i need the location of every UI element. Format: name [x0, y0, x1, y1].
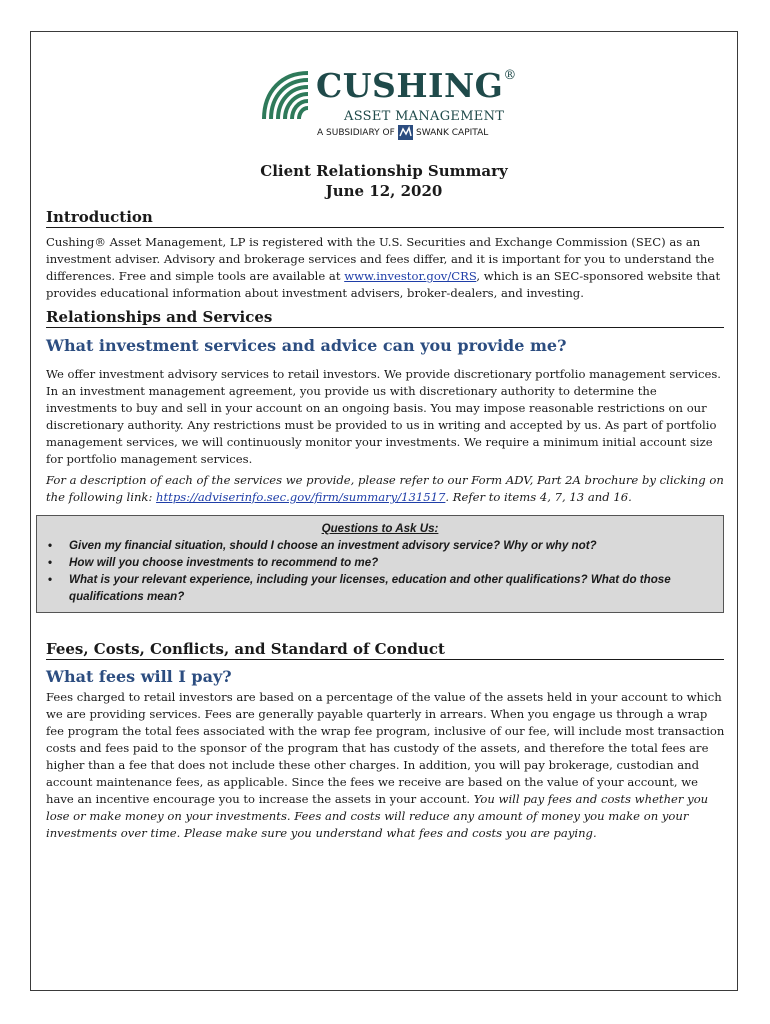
- introduction-heading: Introduction: [46, 208, 724, 228]
- logo-brand-name: CUSHING®: [316, 66, 517, 105]
- fees-question-heading: What fees will I pay?: [46, 667, 232, 686]
- question-item: • Given my financial situation, should I choose an investment advisory service? Why or why not?: [48, 539, 597, 552]
- relationships-heading: Relationships and Services: [46, 308, 724, 328]
- logo-tagline: ASSET MANAGEMENT: [344, 109, 505, 124]
- bullet-icon: •: [48, 573, 53, 586]
- cushing-wave-logo-icon: [262, 71, 310, 121]
- bullet-icon: •: [48, 556, 53, 569]
- fees-italic-note: You will pay fees and costs whether you lose or make money on your investments. Fees and costs will reduce any amount of money you make on your investments over time. Please make sure you understand what fees and costs you are paying.: [46, 792, 709, 840]
- questions-list: [37, 537, 723, 605]
- services-question-heading: What investment services and advice can you provide me?: [46, 336, 567, 355]
- questions-title: Questions to Ask Us:: [321, 522, 439, 535]
- question-item: • How will you choose investments to recommend to me?: [48, 556, 379, 569]
- swank-capital-logo-icon: [398, 125, 413, 140]
- investor-gov-link[interactable]: www.investor.gov/CRS: [344, 269, 477, 283]
- document-title: Client Relationship Summary: [260, 162, 508, 180]
- document-date: June 12, 2020: [325, 182, 443, 200]
- adviserinfo-link[interactable]: https://adviserinfo.sec.gov/firm/summary/131517: [156, 490, 446, 504]
- bullet-icon: •: [48, 539, 53, 552]
- form-adv-paragraph: For a description of each of the services we provide, please refer to our Form ADV, Part 2A brochure by clicking on the following link: https://adviserinfo.sec.gov/firm/summary/131517. Refer to items 4, 7, 13 and 16.: [46, 473, 724, 504]
- services-paragraph: We offer investment advisory services to retail investors. We provide discretionary portfolio management services. In an investment management agreement, you provide us with discretionary authority to determine the investments to buy and sell in your account on an ongoing basis. You may impose reasonable restrictions on our discretionary authority. Any restrictions must be provided to us in writing and accepted by us. As part of portfolio management services, we will continuously monitor your investments. We require a minimum initial account size for portfolio management services.: [46, 367, 721, 466]
- question-item: • What is your relevant experience, including your licenses, education and other qualifications? What do those qualifications mean?: [48, 573, 671, 603]
- fees-paragraph: Fees charged to retail investors are based on a percentage of the value of the assets held in your account to which we are providing services. Fees are generally payable quarterly in arrears. When you engage us through a wrap fee program the total fees associated with the wrap fee program, inclusive of our fee, will include most transaction costs and fees paid to the sponsor of the program that has custody of the assets, and therefore the total fees are higher than a fee that does not include these other charges. In addition, you will pay brokerage, custodian and account maintenance fees, as applicable. Since the fees we receive are based on the value of your account, we have an incentive encourage you to increase the assets in your account. You will pay fees and costs whether you lose or make money on your investments. Fees and costs will reduce any amount of money you make on your investments over time. Please make sure you understand what fees and costs you are paying.: [46, 690, 725, 840]
- registered-mark: ®: [503, 68, 517, 83]
- logo-parent-company: SWANK CAPITAL: [416, 128, 489, 138]
- cushing-logo: [262, 66, 517, 148]
- fees-heading: Fees, Costs, Conflicts, and Standard of Conduct: [46, 640, 724, 660]
- questions-box: [36, 515, 724, 613]
- logo-subsidiary-text: A SUBSIDIARY OF: [317, 128, 395, 138]
- introduction-paragraph: Cushing® Asset Management, LP is registered with the U.S. Securities and Exchange Commission (SEC) as an investment adviser. Advisory and brokerage services and fees differ, and it is important for you to understand the differences. Free and simple tools are available at www.investor.gov/CRS, which is an SEC-sponsored website that provides educational information about investment advisers, broker-dealers, and investing.: [46, 235, 721, 300]
